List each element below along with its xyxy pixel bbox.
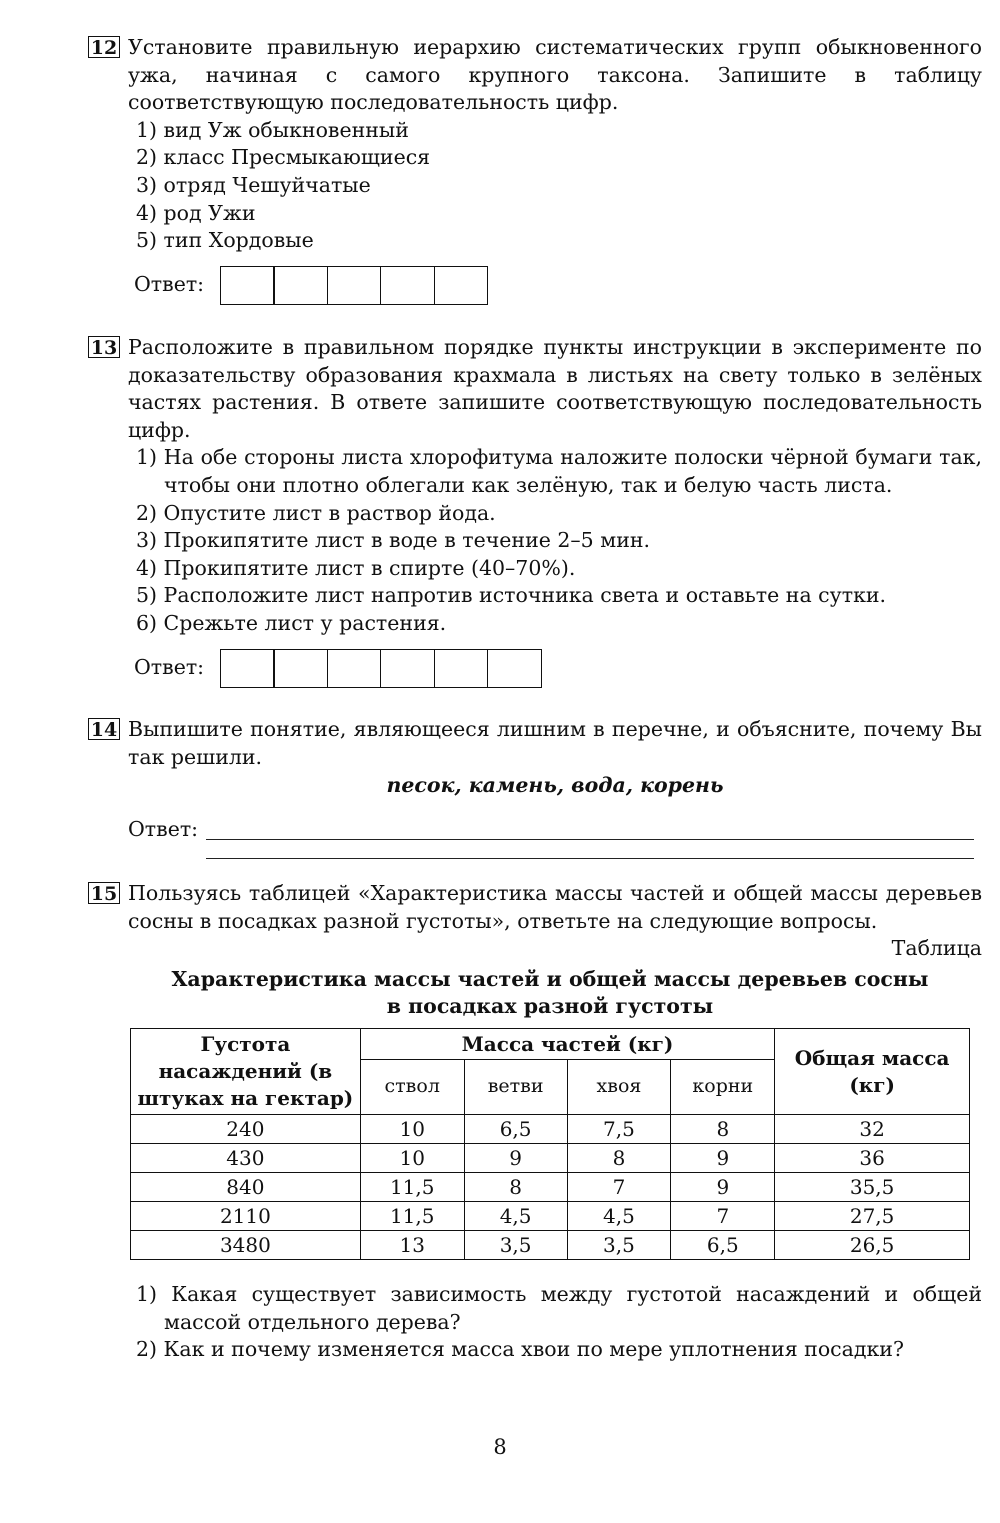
task-12-option: 4) род Ужи: [136, 200, 256, 225]
task-number-15: 15: [88, 882, 120, 904]
answer-cell[interactable]: [434, 649, 489, 688]
table-cell: 8: [464, 1173, 567, 1202]
table-row: [131, 1115, 970, 1144]
header-total-mass: Общая масса (кг): [775, 1029, 970, 1115]
table-cell: 840: [131, 1173, 361, 1202]
concept-list: песок, камень, вода, корень: [386, 773, 724, 798]
task-15: [88, 880, 982, 963]
header-branches: ветви: [464, 1060, 567, 1115]
task-12-answer: [134, 266, 982, 305]
table-cell: 240: [131, 1115, 361, 1144]
table-cell: 8: [567, 1144, 671, 1173]
task-number-12: 12: [88, 36, 120, 58]
task-12: [88, 34, 982, 305]
table-cell: 7: [671, 1202, 775, 1231]
table-cell: 10: [360, 1115, 464, 1144]
answer-cell[interactable]: [273, 266, 328, 305]
task-number-14: 14: [88, 718, 120, 740]
task-13-option: 6) Срежьте лист у растения.: [136, 610, 447, 635]
table-cell: 6,5: [464, 1115, 567, 1144]
answer-line[interactable]: [206, 858, 974, 859]
table-wrapper: [130, 1028, 970, 1260]
task-15-question-list: [128, 1281, 982, 1364]
answer-cell[interactable]: [487, 649, 542, 688]
task-13-option: 1) На обе стороны листа хлорофитума наложите полоски чёрной бумаги так, чтобы они плотно облегали как зелёную, так и белую часть листа.: [136, 445, 982, 497]
pine-mass-table: [130, 1028, 970, 1260]
task-12-option: 1) вид Уж обыкновенный: [136, 117, 409, 142]
header-needles: хвоя: [567, 1060, 671, 1115]
answer-cell[interactable]: [327, 266, 382, 305]
task-12-options: [128, 117, 982, 255]
table-cell: 7,5: [567, 1115, 671, 1144]
table-cell: 9: [671, 1144, 775, 1173]
task-12-option: 3) отряд Чешуйчатые: [136, 172, 371, 197]
task-13-option: 5) Расположите лист напротив источника света и оставьте на сутки.: [136, 583, 887, 608]
table-caption: Таблица: [891, 936, 982, 961]
task-14-answer: [128, 816, 982, 844]
task-13-answer: [134, 649, 982, 688]
task-14: [88, 716, 982, 866]
header-roots: корни: [671, 1060, 775, 1115]
table-cell: 9: [464, 1144, 567, 1173]
task-15-questions: [128, 1281, 982, 1364]
answer-cell[interactable]: [220, 649, 275, 688]
task-15-question: Пользуясь таблицей «Характеристика массы частей и общей массы деревьев сосны в посадках разной густоты», ответьте на следующие вопросы.: [128, 881, 982, 933]
table-title-line2: в посадках разной густоты: [386, 994, 714, 1018]
table-cell: 8: [671, 1115, 775, 1144]
answer-label: Ответ:: [128, 816, 199, 841]
table-cell: 36: [775, 1144, 970, 1173]
answer-cell[interactable]: [273, 649, 328, 688]
task-13-option: 4) Прокипятите лист в спирте (40–70%).: [136, 555, 576, 580]
table-row: [131, 1231, 970, 1260]
header-mass-group: Масса частей (кг): [360, 1029, 774, 1060]
table-cell: 11,5: [360, 1173, 464, 1202]
task-13-option: 3) Прокипятите лист в воде в течение 2–5 мин.: [136, 528, 651, 553]
table-cell: 7: [567, 1173, 671, 1202]
header-density: Густота насаждений (в штуках на гектар): [131, 1029, 361, 1115]
page-number: 8: [493, 1435, 507, 1459]
table-cell: 3480: [131, 1231, 361, 1260]
table-cell: 2110: [131, 1202, 361, 1231]
task-12-option: 2) класс Пресмыкающиеся: [136, 145, 431, 170]
task-14-answer-cont: [128, 844, 982, 866]
table-cell: 430: [131, 1144, 361, 1173]
table-cell: 26,5: [775, 1231, 970, 1260]
task-12-option: 5) тип Хордовые: [136, 228, 314, 253]
table-row: [131, 1202, 970, 1231]
table-cell: 4,5: [567, 1202, 671, 1231]
answer-cells: [220, 266, 488, 305]
table-title: [130, 966, 970, 1020]
table-cell: 32: [775, 1115, 970, 1144]
table-cell: 10: [360, 1144, 464, 1173]
task-13-options: [128, 444, 982, 637]
task-12-question: Установите правильную иерархию систематических групп обыкновенного ужа, начиная с самого крупного таксона. Запишите в таблицу соответствующую последовательность цифр.: [128, 35, 982, 115]
answer-line[interactable]: [206, 839, 974, 840]
task-14-question: Выпишите понятие, являющееся лишним в перечне, и объясните, почему Вы так решили.: [128, 717, 982, 769]
table-cell: 13: [360, 1231, 464, 1260]
table-cell: 27,5: [775, 1202, 970, 1231]
table-row: [131, 1144, 970, 1173]
task-15-subquestion: 1) Какая существует зависимость между густотой насаждений и общей массой отдельного дерева?: [136, 1282, 982, 1334]
table-title-line1: Характеристика массы частей и общей массы деревьев сосны: [171, 967, 929, 991]
answer-cell[interactable]: [380, 266, 435, 305]
answer-cells: [220, 649, 542, 688]
task-13: [88, 334, 982, 688]
task-number-13: 13: [88, 336, 120, 358]
task-13-question: Расположите в правильном порядке пункты инструкции в эксперименте по доказательству образования крахмала в листьях на свету только в зелёных частях растения. В ответе запишите соответствующую последовательность цифр.: [128, 335, 982, 442]
table-cell: 3,5: [464, 1231, 567, 1260]
table-cell: 35,5: [775, 1173, 970, 1202]
table-cell: 11,5: [360, 1202, 464, 1231]
answer-label: Ответ:: [134, 272, 205, 297]
answer-cell[interactable]: [434, 266, 489, 305]
answer-cell[interactable]: [220, 266, 275, 305]
answer-cell[interactable]: [380, 649, 435, 688]
answer-label: Ответ:: [134, 655, 205, 680]
table-row: [131, 1173, 970, 1202]
table-cell: 6,5: [671, 1231, 775, 1260]
table-cell: 9: [671, 1173, 775, 1202]
task-15-subquestion: 2) Как и почему изменяется масса хвои по мере уплотнения посадки?: [136, 1337, 904, 1362]
table-cell: 4,5: [464, 1202, 567, 1231]
header-trunk: ствол: [360, 1060, 464, 1115]
task-13-option: 2) Опустите лист в раствор йода.: [136, 500, 496, 525]
answer-cell[interactable]: [327, 649, 382, 688]
table-cell: 3,5: [567, 1231, 671, 1260]
